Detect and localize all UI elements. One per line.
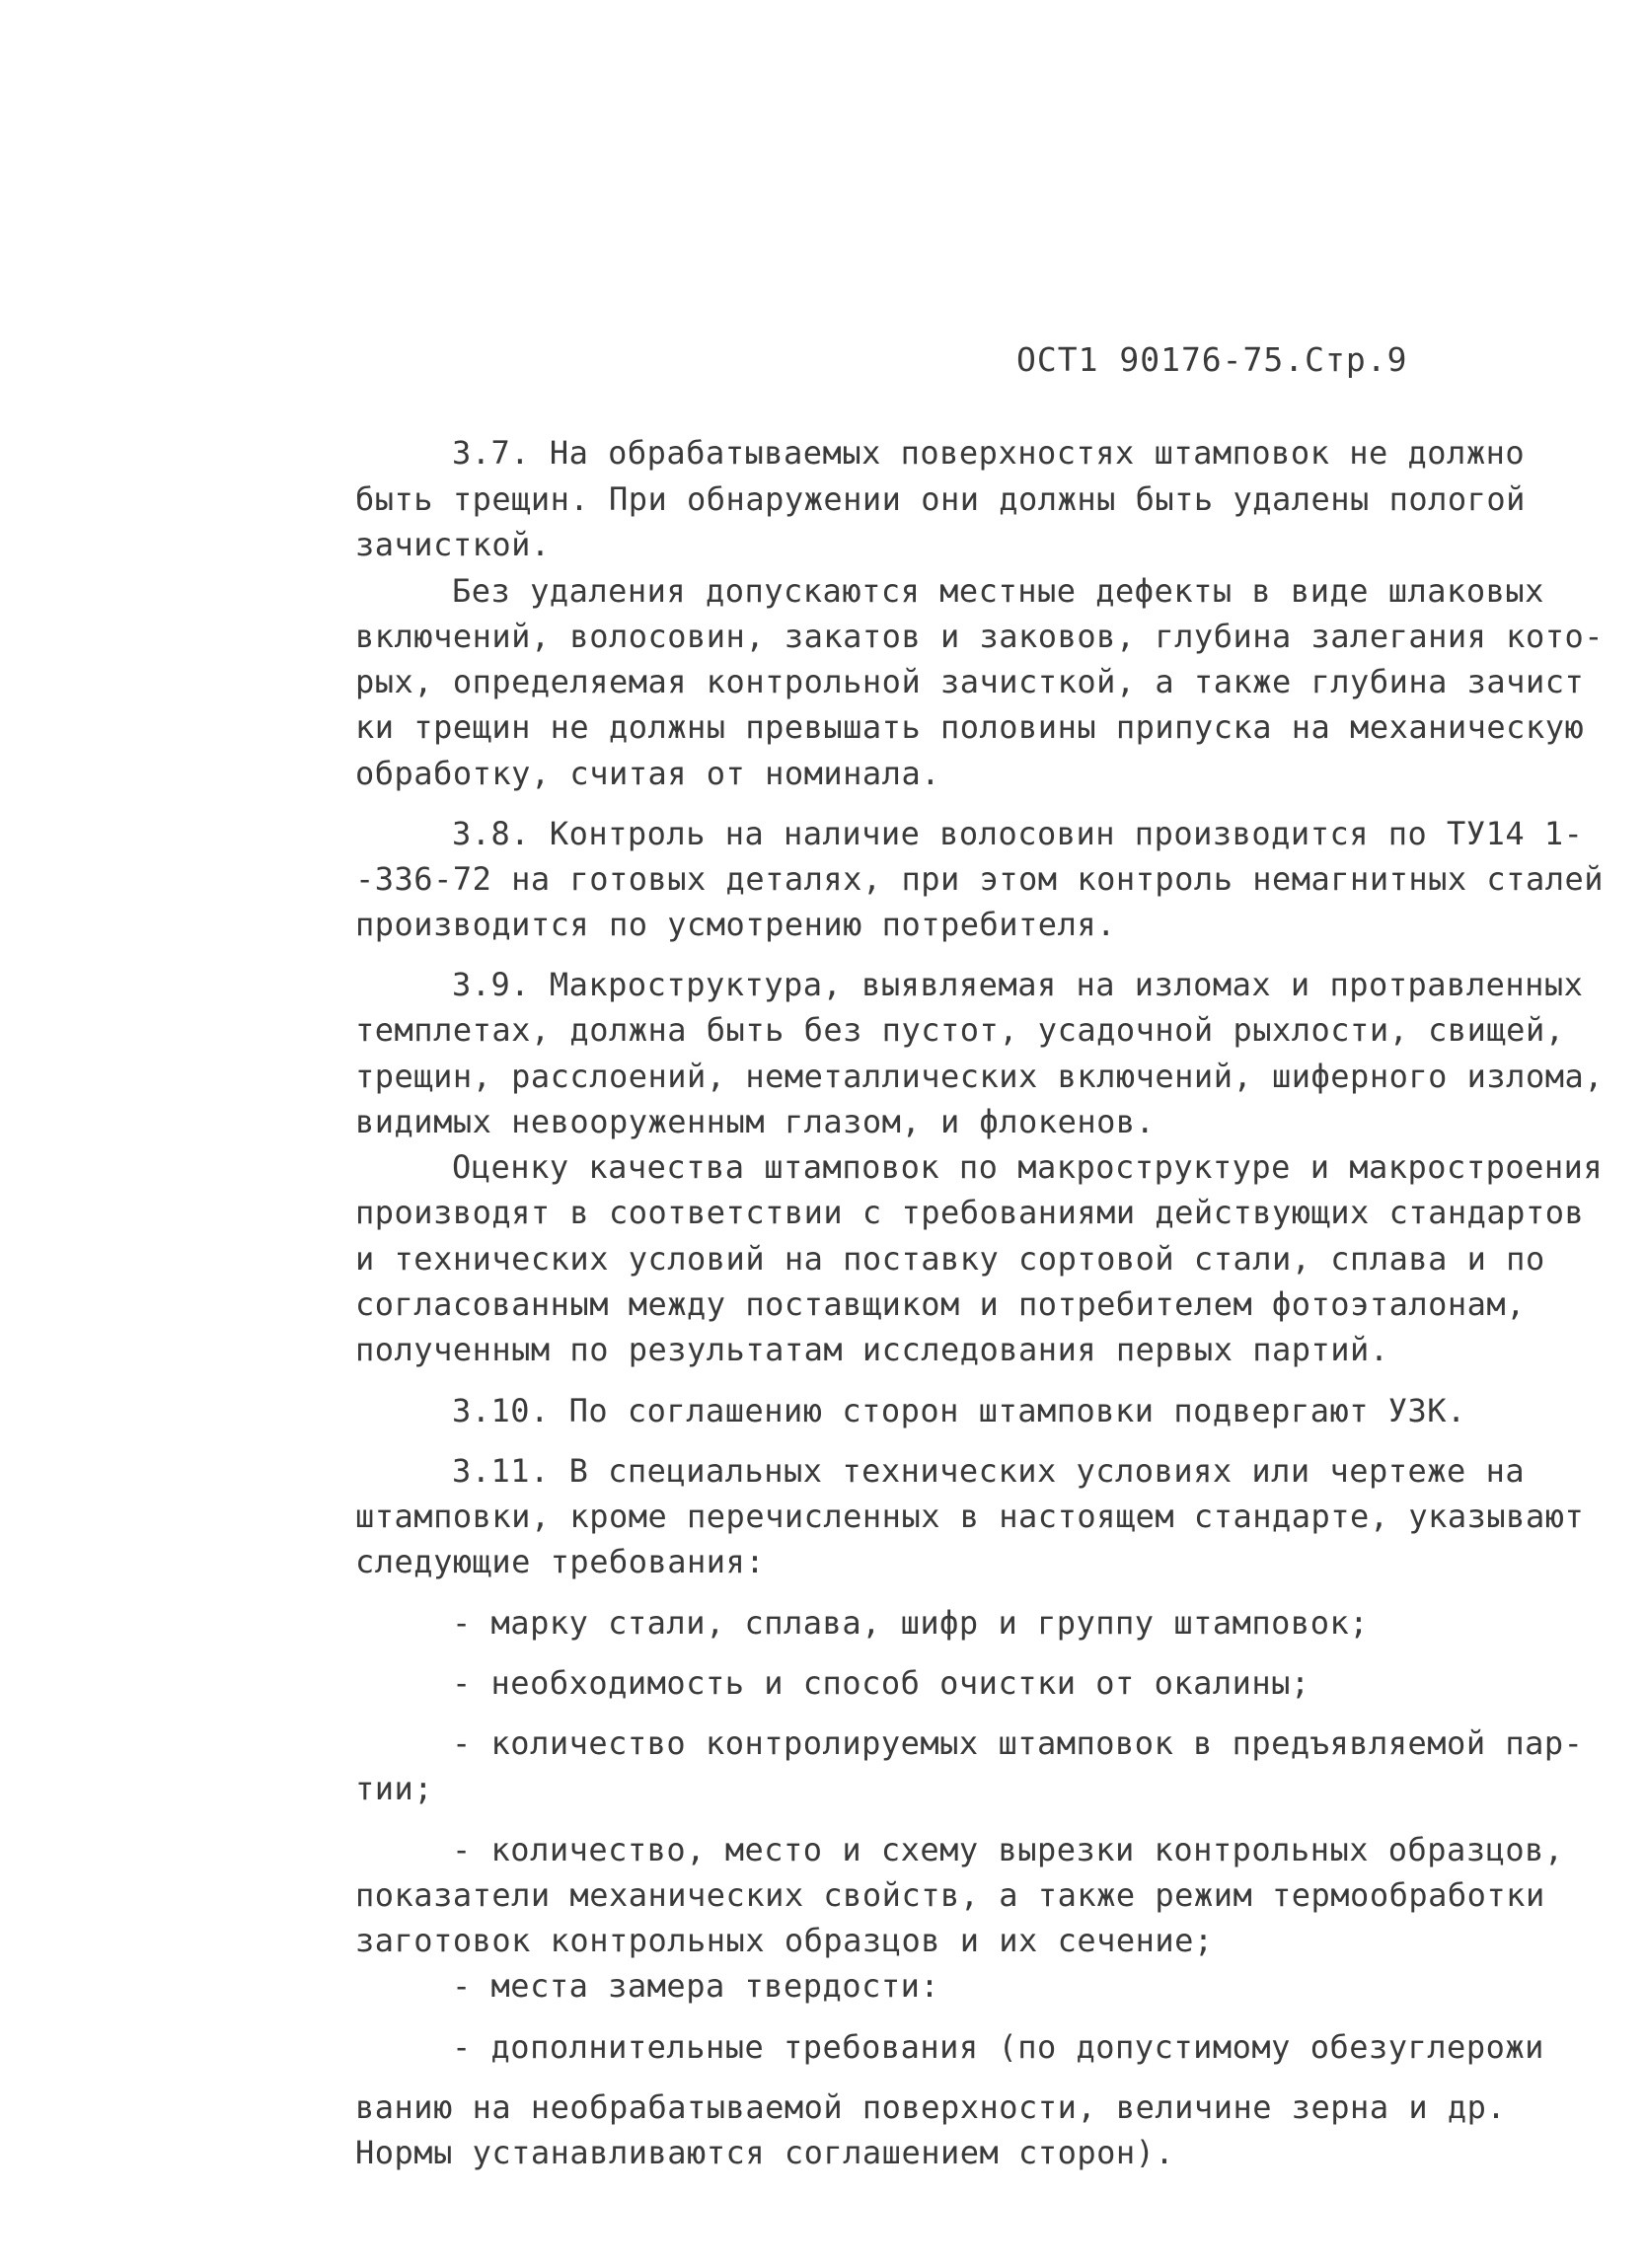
text-line: 3.10. По соглашению сторон штамповки подвергают УЗК. xyxy=(452,1392,1466,1429)
text-line: - места замера твердости: xyxy=(452,1967,940,2005)
text-line: - дополнительные требования (по допустимому обезуглерожи xyxy=(452,2028,1544,2066)
text-line: Нормы устанавливаются соглашением сторон). xyxy=(355,2134,1175,2171)
text-line: - количество контролируемых штамповок в предъявляемой пар- xyxy=(452,1724,1584,1762)
text-line: включений, волосовин, закатов и заковов, глубина залегания кото- xyxy=(355,618,1604,655)
text-line: и технических условий на поставку сортовой стали, сплава и по xyxy=(355,1240,1545,1278)
text-line: трещин, расслоений, неметаллических включений, шиферного излома, xyxy=(355,1058,1604,1095)
text-line: производится по усмотрению потребителя. xyxy=(355,906,1116,943)
text-line: ки трещин не должны превышать половины припуска на механическую xyxy=(355,708,1585,746)
text-line: полученным по результатам исследования первых партий. xyxy=(355,1331,1389,1368)
text-line: штамповки, кроме перечисленных в настоящем стандарте, указывают xyxy=(355,1498,1585,1535)
text-line: заготовок контрольных образцов и их сечение; xyxy=(355,1922,1214,1959)
text-line: - количество, место и схему вырезки контрольных образцов, xyxy=(452,1831,1564,1868)
text-line: 3.11. В специальных технических условиях или чертеже на xyxy=(452,1452,1526,1490)
text-line: темплетах, должна быть без пустот, усадочной рыхлости, свищей, xyxy=(355,1011,1565,1049)
text-line: ванию на необрабатываемой поверхности, величине зерна и др. xyxy=(355,2088,1507,2126)
text-line: 3.9. Макроструктура, выявляемая на изломах и протравленных xyxy=(452,966,1584,1003)
text-line: Оценку качества штамповок по макроструктуре и макростроения xyxy=(452,1148,1604,1186)
text-line: -336-72 на готовых деталях, при этом контроль немагнитных сталей xyxy=(355,860,1604,898)
page-header: ОСТ1 90176-75.Стр.9 xyxy=(1016,340,1408,379)
text-line: рых, определяемая контрольной зачисткой, а также глубина зачист xyxy=(355,663,1585,700)
text-line: производят в соответствии с требованиями действующих стандартов xyxy=(355,1194,1585,1231)
text-line: зачисткой. xyxy=(355,526,551,563)
text-line: показатели механических свойств, а также режим термообработки xyxy=(355,1876,1545,1914)
text-line: быть трещин. При обнаружении они должны быть удалены пологой xyxy=(355,480,1526,518)
text-line: - необходимость и способ очистки от окалины; xyxy=(452,1664,1310,1702)
text-line: - марку стали, сплава, шифр и группу штамповок; xyxy=(452,1604,1369,1642)
text-line: Без удаления допускаются местные дефекты в виде шлаковых xyxy=(452,572,1544,610)
text-line: следующие требования: xyxy=(355,1543,766,1580)
text-line: 3.7. На обрабатываемых поверхностях штамповок не должно xyxy=(452,434,1526,472)
text-line: 3.8. Контроль на наличие волосовин производится по ТУ14 1- xyxy=(452,815,1584,852)
text-line: видимых невооруженным глазом, и флокенов. xyxy=(355,1103,1156,1140)
text-line: обработку, считая от номинала. xyxy=(355,755,940,792)
text-line: согласованным между поставщиком и потребителем фотоэталонам, xyxy=(355,1285,1526,1323)
text-line: тии; xyxy=(355,1770,434,1807)
